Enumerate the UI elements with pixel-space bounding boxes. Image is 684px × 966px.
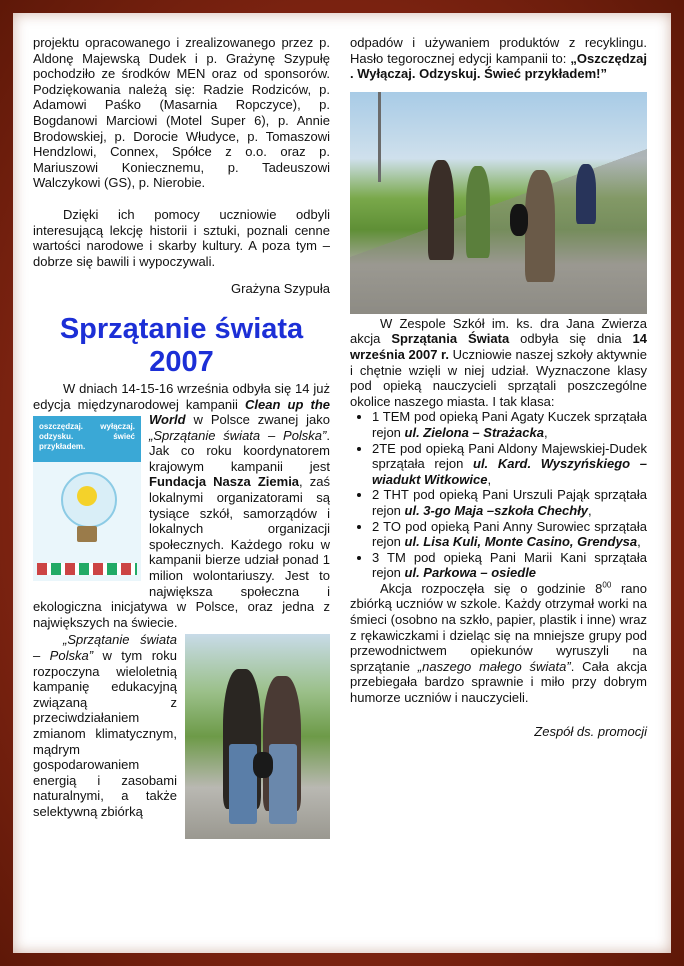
road [350, 92, 647, 314]
thanks-paragraph: Dzięki ich pomocy uczniowie odbyli interesującą lekcję historii i sztuki, poznali cenne wartości narodowe i skarby kultury. A poza tym – dobrze się bawili i wypoczywali. [33, 206, 330, 269]
text-run: , [487, 471, 492, 487]
intro-paragraph: projektu opracowanego i zrealizowanego przez p. Aldonę Majewską Dudek i p. Grażynę Szypułę pochodziło ze środków MEN oraz od sponsorów. Podziękowania należą się: Radzie Rodziców, p. Adamowi Paśko (Masarnia Ropczyce), p. Bogdanowi Marciowi (Motel Super 6), p. Annie Brodowskiej, p. Dorocie Włudyce, p. Tomaszowi Hendzlowi, Connex, Spółce z o.o. oraz p. Mariuszowi Koniecznemu, p. Tadeuszowi Walczykowi (GS), p. Nierobie. [33, 35, 330, 191]
text-run-bold: Clean up the World [149, 396, 330, 428]
jeans [269, 744, 297, 824]
text-run: . Jak co roku koordynatorem krajowym kampanii jest [149, 427, 330, 474]
list-item [372, 519, 647, 550]
poster-slogan: oszczędzaj. wyłączaj. odzysku. świeć przykładem. [33, 416, 141, 462]
text-run: odpadów i używaniem produktów z recyklingu. Hasło tegorocznej edycji kampanii to: [350, 35, 647, 66]
list-item [372, 487, 647, 518]
text-run: W Zespole Szkół im. ks. dra Jana Zwierza akcja [350, 315, 647, 347]
students-walking-photo [350, 92, 647, 314]
text-run: 2 THT pod opieką Pani Urszuli Pająk sprzątała rejon [372, 487, 647, 518]
text-run-bold-italic: ul. 3-go Maja –szkoła Chechły [404, 502, 589, 518]
text-run: , [543, 424, 548, 440]
text-run: Akcja rozpoczęła się o godzinie 8 [380, 580, 603, 596]
text-run: . Cała akcja przebiegała bardzo sprawnie i miło przy dobrym humorze uczniów i nauczycieli. [350, 658, 648, 706]
text-run-bold-italic: ul. Lisa Kuli, Monte Casino, Grendysa [404, 534, 638, 550]
text-run: rano zbiórką uczniów w szkole. Każdy otrzymał worki na śmieci (osobno na szkło, papier, plastik i inne) wraz z rękawiczkami i dzieląc się na mniejsze grupy pod przewodnictwem opiekunów wyruszyli na sprzątanie [350, 580, 647, 674]
text-run-bold: Sprzątania Świata [391, 331, 510, 347]
school-action-paragraph [350, 316, 647, 410]
two-students-photo [185, 634, 330, 839]
text-run-italic: „Sprzątanie świata – Polska” [33, 632, 177, 663]
text-run-bold-italic: ul. Parkowa – osiedle [404, 565, 537, 581]
sponsor-logos [37, 563, 137, 575]
headline-line-1: Sprzątanie świata [59, 312, 304, 345]
student-figure [466, 166, 490, 258]
list-item [372, 441, 647, 488]
jeans [229, 744, 257, 824]
campaign-poster-image [33, 416, 141, 581]
text-run: 3 TM pod opieką Pani Marii Kani sprzątała rejon [372, 549, 647, 581]
list-item [372, 409, 647, 440]
promotion-team-signature: Zespół ds. promocji [534, 723, 647, 739]
text-run-italic: „Sprzątanie świata – Polska” [149, 427, 327, 443]
text-run: w Polsce zwanej jako [185, 412, 330, 428]
campaign-paragraph [33, 381, 330, 631]
text-run: , zaś lokalnymi organizatorami są tysiące szkół, samorządów i lokalnych organizacji społecznych. Każdego roku w kampanii bierze udział ponad 1 milion wolontariuszy. Jest to największa społeczna i ekologiczna inicjatywa w Polsce, oraz jedna z największych na świecie. [33, 474, 330, 630]
pole [378, 92, 381, 182]
text-run: odbyła się dnia [509, 331, 633, 347]
slogan-paragraph [350, 35, 647, 82]
trash-bag [253, 752, 273, 778]
text-run: w tym roku rozpoczyna wieloletnią kampanię edukacyjną związaną z przeciwdziałaniem zmianom klimatycznym, mądrym gospodarowaniem energią i zasobami naturalnymi, a także selektywną zbiórką [33, 648, 177, 819]
article-headline [33, 313, 330, 379]
bulb-base-shape [77, 526, 97, 542]
text-run: 2 TO pod opieką Pani Anny Surowiec sprzątała rejon [372, 518, 647, 550]
trash-bag [510, 204, 528, 236]
text-run-bold: 14 września 2007 r. [350, 331, 647, 362]
list-item [372, 550, 647, 581]
time-superscript: 00 [602, 580, 612, 590]
campaign-paragraph-2-wrap [33, 632, 330, 819]
student-figure [576, 164, 596, 224]
text-run: W dniach 14-15-16 września odbyła się 14 już edycja międzynarodowej kampanii [33, 380, 330, 412]
action-description-paragraph [350, 581, 647, 706]
left-column [33, 35, 330, 843]
student-figure [525, 170, 555, 282]
text-run: , [637, 534, 641, 550]
student-figure [428, 160, 454, 260]
right-column [350, 35, 647, 739]
text-run-bold-italic: ul. Zielona – Strażacka [404, 424, 544, 440]
text-run: Uczniowie naszej szkoły aktywnie i chętnie wzięli w niej udział. Wyznaczone klasy pod opieką nauczycieli sprzątali poszczególne okolice naszego miasta. I tak klasa: [350, 346, 648, 409]
text-run-bold: Fundacja Nasza Ziemia [149, 474, 300, 490]
text-run-bold-italic: ul. Kard. Wyszyńskiego – wiadukt Witkowice [372, 456, 647, 487]
headline-line-2: 2007 [149, 345, 214, 378]
author-signature: Grażyna Szypuła [231, 281, 330, 297]
text-run-italic: „naszego małego świata” [417, 658, 571, 674]
class-assignment-list [350, 409, 647, 581]
text-run-bold: „Oszczędzaj . Wyłączaj. Odzyskuj. Świeć przykładem!” [350, 50, 647, 82]
text-run: , [588, 502, 592, 518]
text-run: 1 TEM pod opieką Pani Agaty Kuczek sprzątała rejon [372, 409, 647, 440]
sun-icon [77, 486, 97, 506]
text-run: 2TE pod opieką Pani Aldony Majewskiej-Dudek sprzątała rejon [372, 440, 647, 472]
document-page [13, 13, 671, 953]
